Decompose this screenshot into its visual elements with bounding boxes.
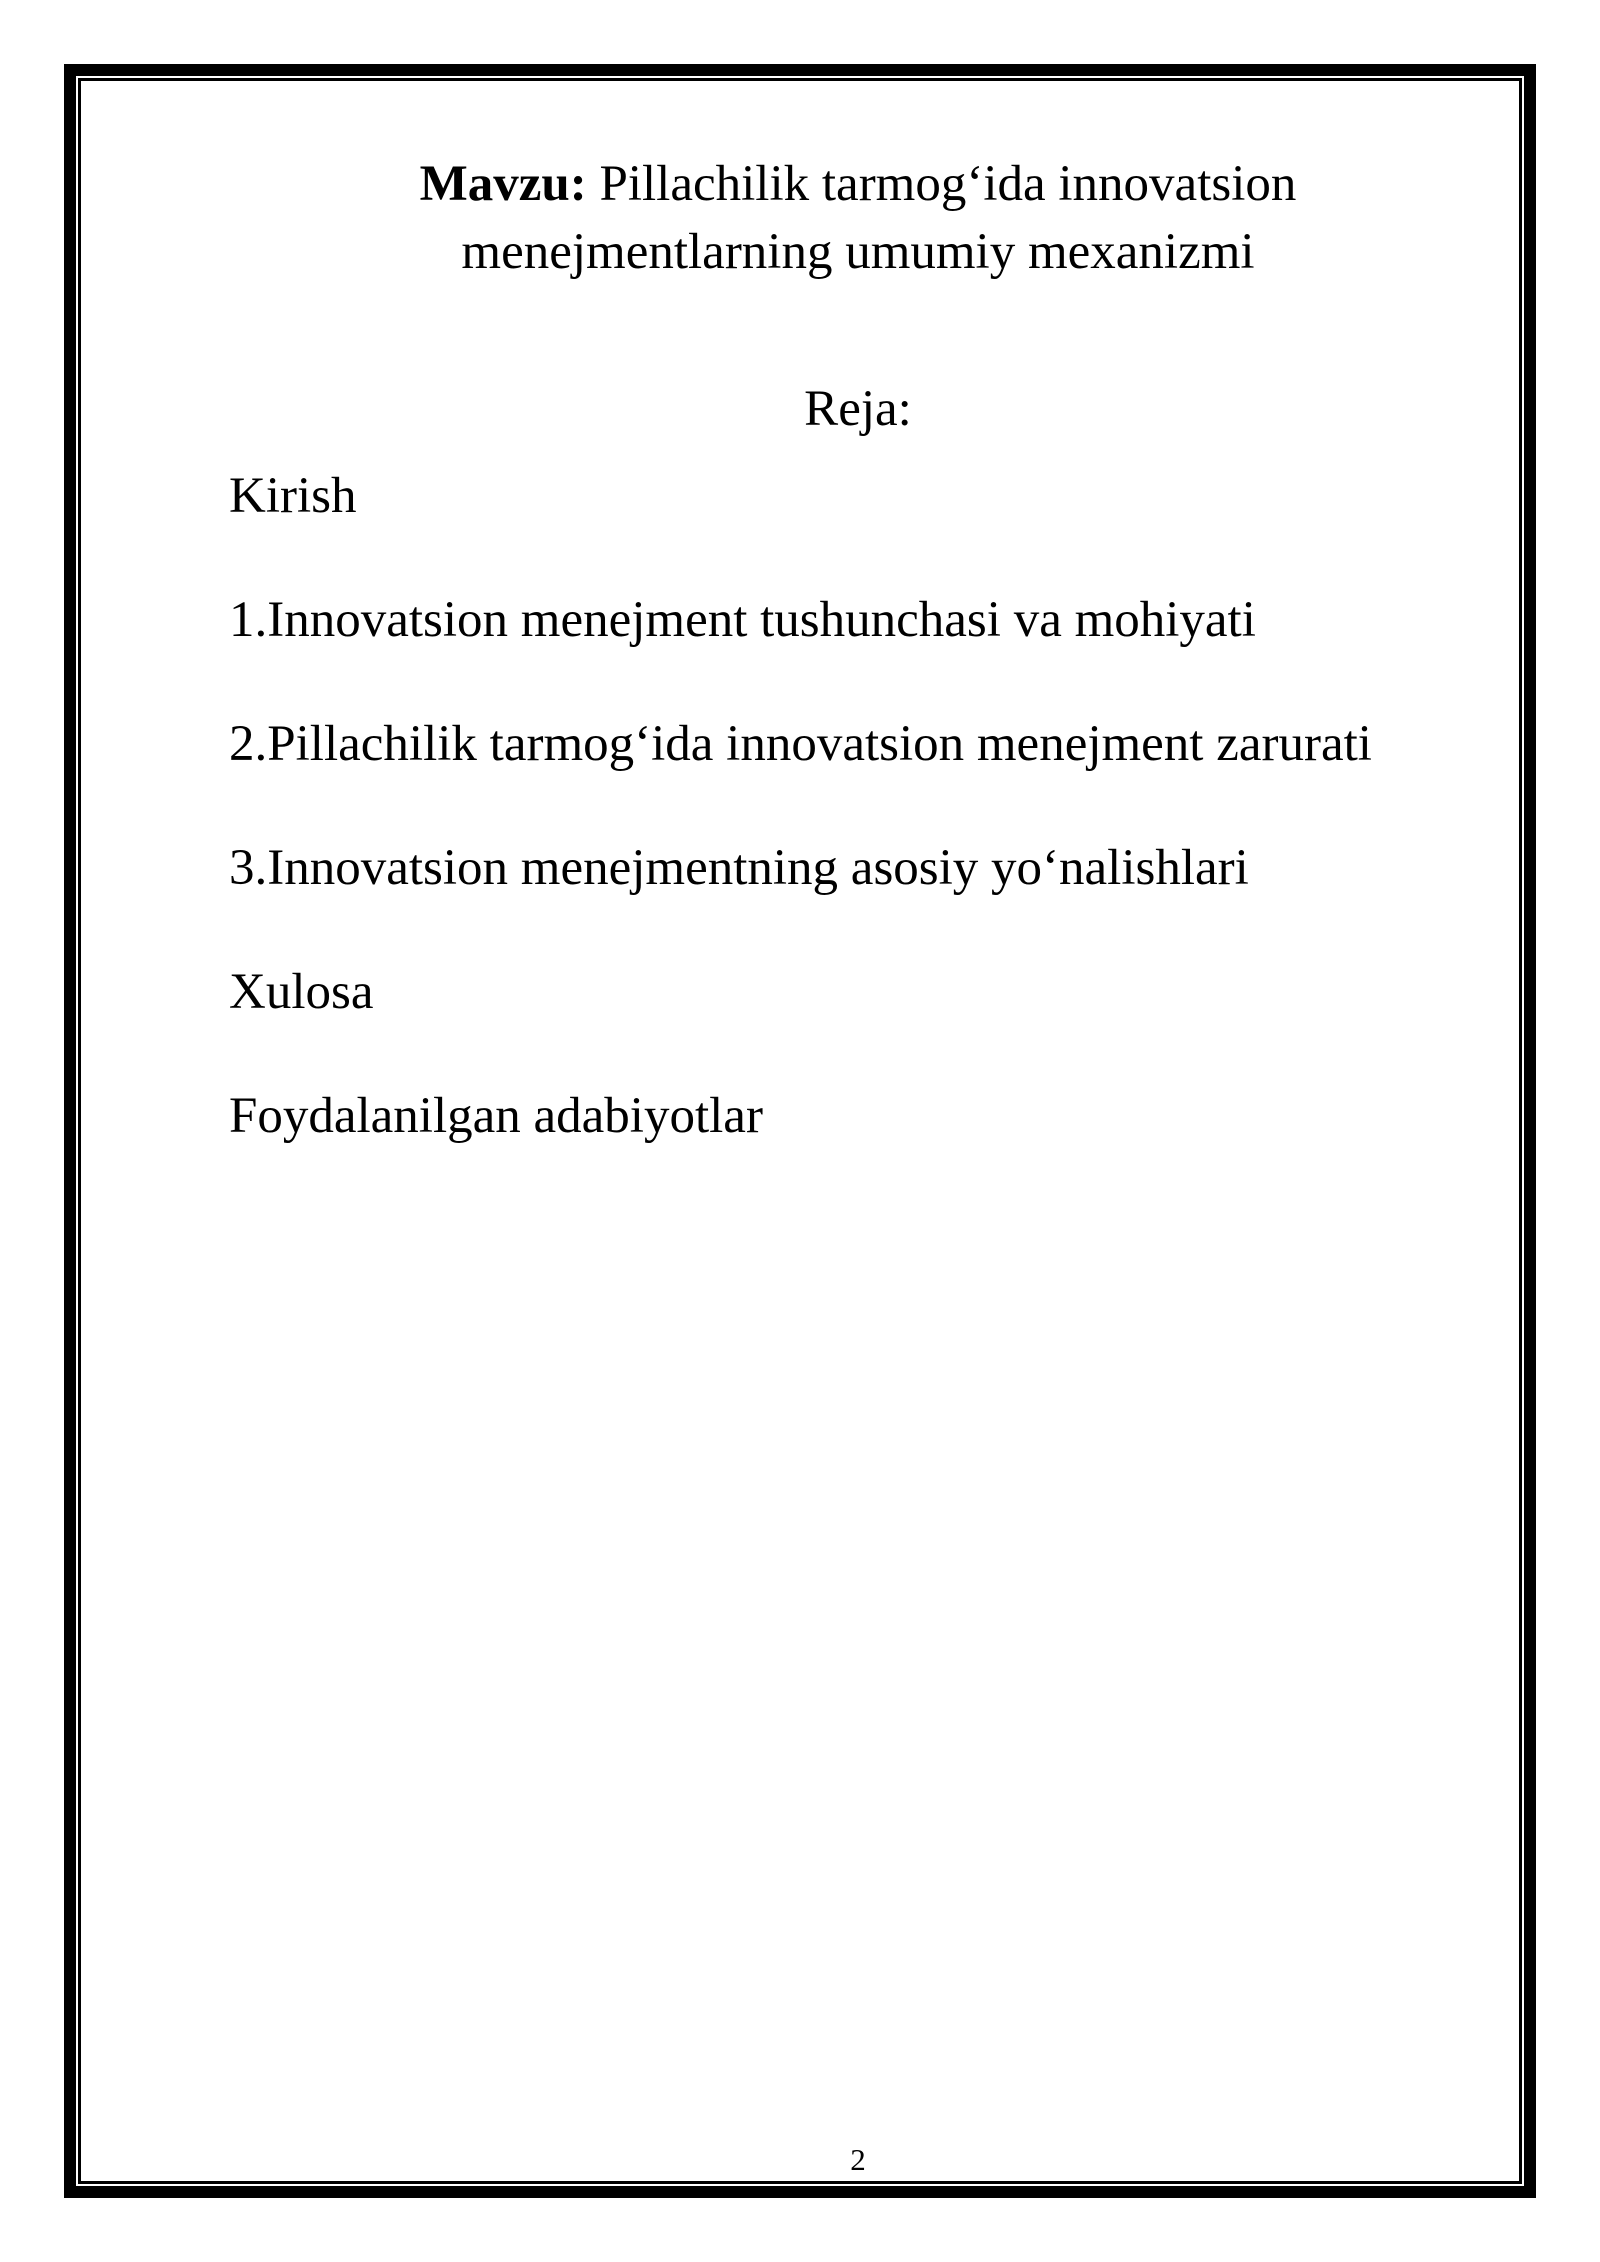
plan-item-introduction: Kirish xyxy=(229,468,357,524)
title-label: Mavzu: xyxy=(419,156,587,212)
plan-list xyxy=(229,462,1372,1206)
plan-item-3: 3.Innovatsion menejmentning asosiy yo‘nalishlari xyxy=(229,840,1249,896)
title-text-line2: menejmentlarning umumiy mexanizmi xyxy=(461,224,1255,280)
document-title xyxy=(250,150,1466,286)
plan-item-references: Foydalanilgan adabiyotlar xyxy=(229,1088,763,1144)
plan-item-conclusion: Xulosa xyxy=(229,964,374,1020)
page-number: 2 xyxy=(850,2142,866,2177)
plan-item-2: 2.Pillachilik tarmog‘ida innovatsion menejment zarurati xyxy=(229,716,1372,772)
plan-heading: Reja: xyxy=(804,381,912,437)
title-text-line1: Pillachilik tarmog‘ida innovatsion xyxy=(599,156,1297,212)
plan-item-1: 1.Innovatsion menejment tushunchasi va mohiyati xyxy=(229,592,1256,648)
